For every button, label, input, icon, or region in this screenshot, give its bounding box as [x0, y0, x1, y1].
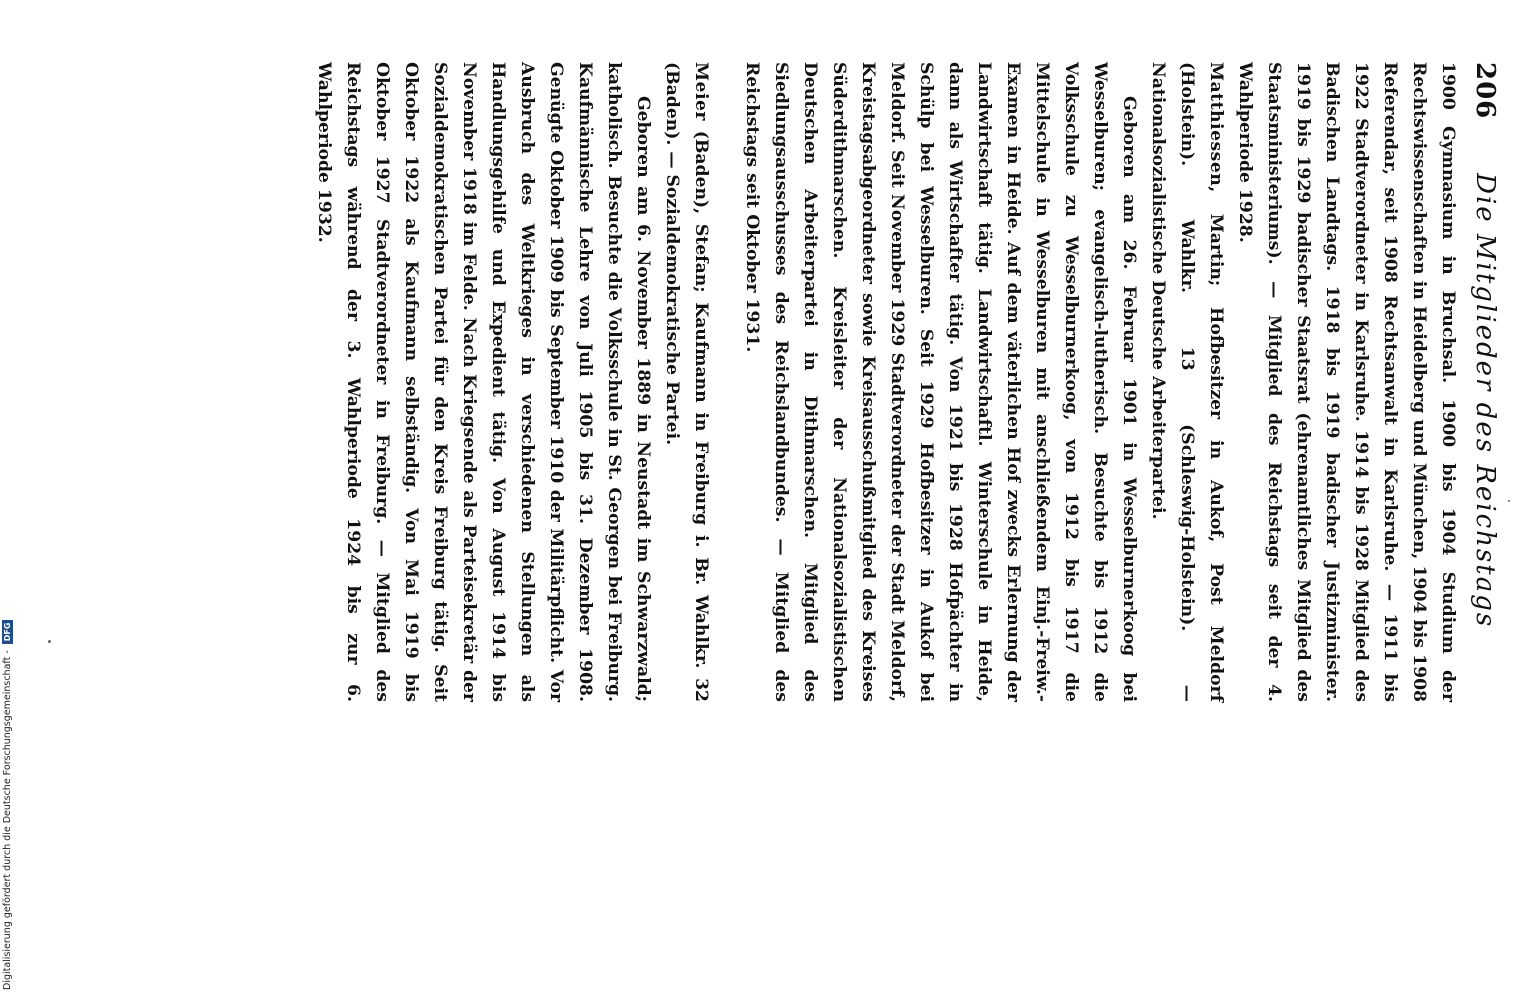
entry-biography: Geboren am 26. Februar 1901 in Wesselburnerkoog bei Wesselburen; evangelisch-lutherisch. Besuchte bis 1912 die Volksschule zu Wesselburnerkoog, von 1912 bis 1917 die Mittelschule in Wesselburen mit anschließendem Einj.-Freiw.-Examen in Heide. Auf dem väterlichen Hof zwecks Erlernung der Landwirtschaft tätig. Landwirtschaftl. Winterschule in Heide, dann als Wirtschafter tätig. Von 1921 bis 1928 Hofpächter in Schülp bei Wesselburen. Seit 1929 Hofbesitzer in Aukof bei Meldorf. Seit November 1929 Stadtverordneter der Stadt Meldorf, Kreistagsabgeordneter sowie Kreisausschußmitglied des Kreises Süderdithmarschen. Kreisleiter der Nationalsozialistischen Deutschen Arbeiterpartei in Dithmarschen. Mitglied des Siedlungsausschusses des Reichslandbundes. — Mitglied des Reichstags seit Oktober 1931. — [742, 62, 1139, 702]
funding-note: Digitalisierung gefördert durch die Deutsche Forschungsgemeinschaft - — [2, 650, 13, 990]
entry-details: Martin; Hofbesitzer in Aukof, Post Meldorf (Holstein). Wahlkr. 13 (Schleswig-Holstein). — Nationalsozialistische Deutsche Arbeiterpartei. — [1148, 62, 1226, 703]
scan-speck — [1508, 500, 1510, 502]
running-head — [1470, 62, 1500, 702]
running-title: Die Mitglieder des Reichstags — [1470, 173, 1500, 629]
biography-entry — [737, 62, 1230, 702]
scan-speck — [48, 640, 51, 643]
entry-details: (Baden), Stefan; Kaufmann in Freiburg i. Br. Wahlkr. 32 (Baden). — Sozialdemokratische Partei. — [662, 62, 711, 703]
page-number: 206 — [1470, 62, 1500, 120]
entry-heading — [1143, 62, 1230, 702]
member-name: Matthiessen, — [1206, 62, 1226, 193]
continuation-paragraph: 1900 Gymnasium in Bruchsal. 1900 bis 1904 Studium der Rechtswissenschaften in Heidelberg und München, 1904 bis 1908 Referendar, seit 1908 Rechtsanwalt in Karlsruhe. — 1911 bis 1922 Stadtverordneter in Karlsruhe. 1914 bis 1928 Mitglied des Badischen Landtags. 1918 bis 1919 badischer Justizminister. 1919 bis 1929 badischer Staatsrat (ehrenamtliches Mitglied des Staatsministeriums). — Mitglied des Reichstags seit der 4. Wahlperiode 1928. — [1235, 62, 1458, 702]
dfg-logo: DFG — [2, 620, 13, 645]
entry-biography: Geboren am 6. November 1889 in Neustadt im Schwarzwald; katholisch. Besuchte die Volksschule in St. Georgen bei Freiburg. Kaufmännische Lehre von Juli 1905 bis 31. Dezember 1908. Genügte Oktober 1909 bis September 1910 der Militärpflicht. Vor Ausbruch des Weltkrieges in verschiedenen Stellungen als Handlungsgehilfe und Expedient tätig. Von August 1914 bis November 1918 im Felde. Nach Kriegsende als Parteisekretär der Sozialdemokratischen Partei für den Kreis Freiburg tätig. Seit Oktober 1922 als Kaufmann selbständig. Von Mai 1919 bis Oktober 1927 Stadtverordneter in Freiburg. — Mitglied des Reichstags während der 3. Wahlperiode 1924 bis zur 6. Wahlperiode 1932. — [314, 62, 653, 702]
biography-entry — [309, 62, 715, 702]
rotated-page-content — [287, 62, 1500, 702]
dfg-sidebar — [2, 620, 13, 990]
member-name: Meier — [691, 62, 711, 121]
body-text — [309, 62, 1462, 702]
entry-heading — [657, 62, 715, 702]
